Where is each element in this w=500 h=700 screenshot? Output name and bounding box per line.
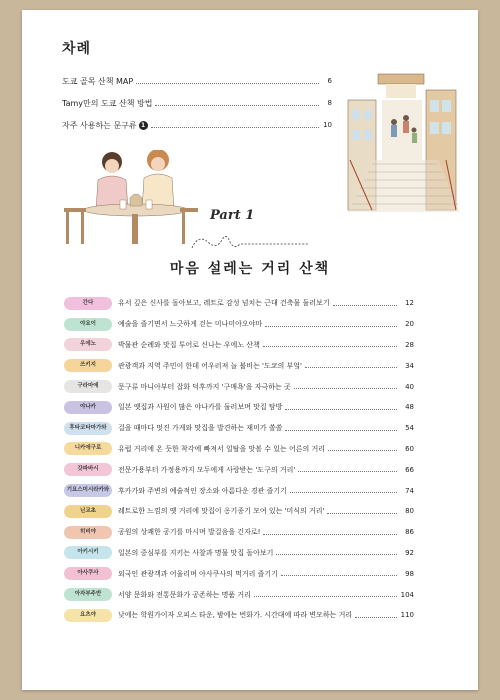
toc-entry[interactable] xyxy=(64,397,414,418)
dot-leader xyxy=(276,554,397,555)
entry-page: 80 xyxy=(405,507,414,516)
intro-toc-row[interactable] xyxy=(62,114,332,136)
dot-leader xyxy=(136,83,319,84)
entry-page: 110 xyxy=(400,611,414,620)
toc-entry[interactable] xyxy=(64,501,414,522)
dot-leader xyxy=(333,305,397,306)
toc-entry[interactable] xyxy=(64,543,414,564)
entry-description: 전문가용부터 가정용까지 모두에게 사랑받는 '도구의 거리' xyxy=(118,465,296,474)
district-tag: 기요스미시라카와 xyxy=(64,484,112,497)
entry-page: 12 xyxy=(405,299,414,308)
book-page xyxy=(22,10,478,690)
toc-entry[interactable] xyxy=(64,480,414,501)
entry-page: 48 xyxy=(405,403,414,412)
entry-description: 외국인 관광객과 어울리며 아사쿠사의 먹거리 즐기기 xyxy=(118,569,278,578)
dot-leader xyxy=(254,596,397,597)
chapter-title: 마음 설레는 거리 산책 xyxy=(169,261,331,277)
entry-description: 공원의 상쾌한 공기를 마시며 발걸음을 긴자로! xyxy=(118,528,261,537)
entry-page: 74 xyxy=(405,486,414,495)
entry-page: 60 xyxy=(405,444,414,453)
toc-entry[interactable] xyxy=(64,439,414,460)
toc-entry[interactable] xyxy=(64,314,414,335)
entry-page: 92 xyxy=(405,548,414,557)
district-tag: 아사쿠사 xyxy=(64,567,112,580)
dot-leader xyxy=(305,367,397,368)
district-tag: 아키시키 xyxy=(64,546,112,559)
toc-entry[interactable] xyxy=(64,563,414,584)
intro-toc-page: 10 xyxy=(323,121,332,129)
district-tag: 아자부주반 xyxy=(64,588,112,601)
contents-heading: 차례 xyxy=(62,41,92,57)
intro-toc-title: Tamy만의 도쿄 산책 방법 xyxy=(62,98,153,108)
dot-leader xyxy=(327,513,397,514)
entry-description: 걸을 때마다 멋진 가게와 맛집을 발견하는 재미가 쏠쏠 xyxy=(118,424,283,433)
part-label: Part 1 xyxy=(210,208,255,223)
dot-leader xyxy=(155,105,319,106)
toc-entry[interactable] xyxy=(64,355,414,376)
entry-page: 104 xyxy=(400,590,414,599)
entry-page: 98 xyxy=(405,569,414,578)
toc-entry[interactable] xyxy=(64,418,414,439)
dot-leader xyxy=(263,346,397,347)
entry-description: 예술을 즐기면서 느긋하게 걷는 미나미아오야마 xyxy=(118,320,263,329)
entry-page: 40 xyxy=(405,382,414,391)
entry-description: 문구류 마니아부터 잡화 덕후까지 '구매욕'을 자극하는 곳 xyxy=(118,382,291,391)
intro-toc xyxy=(62,70,332,136)
entry-page: 20 xyxy=(405,320,414,329)
entry-page: 86 xyxy=(405,528,414,537)
intro-toc-page: 8 xyxy=(327,99,332,107)
entry-description: 서양 문화와 전통문화가 공존하는 명품 거리 xyxy=(118,590,251,599)
entry-page: 54 xyxy=(405,424,414,433)
street-stairs-illustration xyxy=(342,60,460,230)
toc-entry[interactable] xyxy=(64,584,414,605)
district-tag: 히비야 xyxy=(64,526,112,539)
district-tag: 야나카 xyxy=(64,401,112,414)
district-tag: 구라마에 xyxy=(64,380,112,393)
entry-description: 레트로한 느낌의 옛 거리에 맛집이 옹기종기 모여 있는 '미식의 거리' xyxy=(118,507,325,516)
entry-description: 유서 깊은 신사를 돌아보고, 레트로 감성 넘치는 근대 건축물 둘러보기 xyxy=(118,299,330,308)
toc-entry[interactable] xyxy=(64,459,414,480)
entry-description: 박물관 순례와 맛집 투어로 신나는 우에노 산책 xyxy=(118,340,260,349)
district-tag: 쓰키지 xyxy=(64,359,112,372)
toc-entry[interactable] xyxy=(64,293,414,314)
entry-description: 후카가와 주변의 예술적인 장소와 아름다운 경관 즐기기 xyxy=(118,486,287,495)
district-tag: 요츠야 xyxy=(64,609,112,622)
dot-leader xyxy=(290,492,397,493)
intro-toc-row[interactable] xyxy=(62,92,332,114)
number-badge: 1 xyxy=(139,121,148,130)
entry-description: 일본 옛집과 사원이 많은 야나카를 둘러보며 맛집 탐방 xyxy=(118,403,283,412)
entry-description: 관광객과 지역 주민이 한데 어우러져 늘 붐비는 '도쿄의 부엌' xyxy=(118,361,302,370)
dot-leader xyxy=(355,617,397,618)
part-swirl-decoration xyxy=(190,224,310,254)
district-tag: 갓파바시 xyxy=(64,463,112,476)
dot-leader xyxy=(294,388,397,389)
dot-leader xyxy=(298,471,397,472)
dot-leader xyxy=(151,127,319,128)
dot-leader xyxy=(263,534,397,535)
district-tag: 야요이 xyxy=(64,318,112,331)
toc-entry[interactable] xyxy=(64,335,414,356)
district-tag: 우에노 xyxy=(64,338,112,351)
dot-leader xyxy=(281,575,397,576)
dot-leader xyxy=(285,409,397,410)
district-tag: 후타코타마가와 xyxy=(64,422,112,435)
intro-toc-row[interactable] xyxy=(62,70,332,92)
toc-entry[interactable] xyxy=(64,522,414,543)
entry-page: 28 xyxy=(405,340,414,349)
toc-entry[interactable] xyxy=(64,376,414,397)
entry-description: 일본의 중심부를 지키는 사찰과 명물 맛집 돌아보기 xyxy=(118,548,274,557)
dot-leader xyxy=(285,430,397,431)
entry-page: 34 xyxy=(405,361,414,370)
intro-toc-title: 도쿄 골목 산책 MAP xyxy=(62,76,134,86)
district-tag: 간다 xyxy=(64,297,112,310)
dot-leader xyxy=(265,326,397,327)
entry-page: 66 xyxy=(405,465,414,474)
entry-description: 유럽 거리에 온 듯한 착각에 빠져서 일탈을 맛볼 수 있는 어른의 거리 xyxy=(118,444,326,453)
entry-description: 낮에는 학원가이자 오피스 타운, 밤에는 번화가. 시간대에 따라 변모하는 거리 xyxy=(118,611,353,620)
chapter-toc xyxy=(64,293,414,626)
district-tag: 니카에구로 xyxy=(64,442,112,455)
toc-entry[interactable] xyxy=(64,605,414,626)
intro-toc-page: 6 xyxy=(327,77,332,85)
cafe-friends-illustration xyxy=(50,150,200,250)
district-tag: 닌교초 xyxy=(64,505,112,518)
intro-toc-title: 자주 사용하는 문구류 xyxy=(62,120,137,130)
dot-leader xyxy=(328,450,397,451)
